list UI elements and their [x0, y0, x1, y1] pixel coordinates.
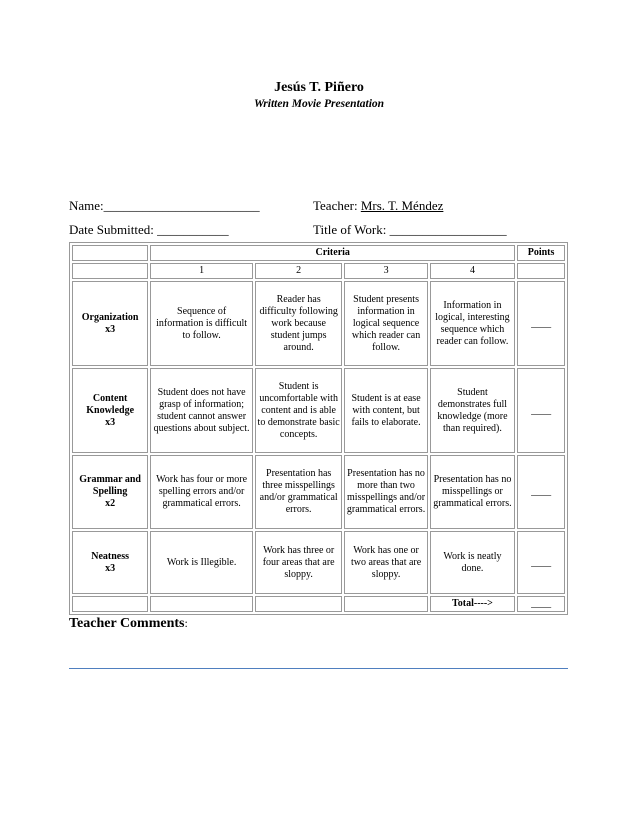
- category-cell: [72, 281, 148, 366]
- criteria-cell: Presentation has no more than two misspellings and/or grammatical errors.: [344, 455, 427, 529]
- category-weight: x3: [105, 416, 116, 428]
- criteria-cell: Work has three or four areas that are sloppy.: [255, 531, 342, 594]
- title-of-work-field[interactable]: [313, 222, 507, 238]
- table-row-grammar-spelling: [72, 455, 565, 529]
- criteria-cell: Work has four or more spelling errors and/or grammatical errors.: [150, 455, 253, 529]
- criteria-cell: Presentation has no misspellings or grammatical errors.: [430, 455, 515, 529]
- category-name-line2: Knowledge: [86, 404, 135, 416]
- criteria-cell: Work is Illegible.: [150, 531, 253, 594]
- title-of-work-label: Title of Work:: [313, 222, 387, 237]
- total-blank-cell: [344, 596, 427, 612]
- total-blank-cell: [72, 596, 148, 612]
- comments-divider-line: [69, 668, 568, 669]
- criteria-cell: Student is uncomfortable with content and is able to demonstrate basic concepts.: [255, 368, 342, 453]
- category-name: Content: [92, 392, 128, 404]
- category-weight: x2: [105, 498, 116, 509]
- rubric-table: [69, 242, 568, 615]
- category-name: Grammar and: [79, 474, 141, 485]
- date-label: Date Submitted:: [69, 222, 154, 237]
- header-blank-cell: [72, 245, 148, 261]
- teacher-comments-heading: [69, 616, 188, 632]
- teacher-comments-colon: :: [184, 616, 188, 630]
- teacher-field: [313, 198, 443, 214]
- category-name-line2: Spelling: [92, 486, 128, 497]
- criteria-cell: Work has one or two areas that are sloppy.: [344, 531, 427, 594]
- name-blank[interactable]: ________________________: [103, 198, 260, 213]
- total-blank-cell: [255, 596, 342, 612]
- criteria-cell: Work is neatly done.: [430, 531, 515, 594]
- category-name: Neatness: [91, 550, 130, 562]
- criteria-cell: Student demonstrates full knowledge (more than required).: [430, 368, 515, 453]
- points-blank[interactable]: ____: [517, 281, 565, 366]
- score-level-2: 2: [255, 263, 342, 279]
- points-header: Points: [517, 245, 565, 261]
- criteria-cell: Reader has difficulty following work because student jumps around.: [255, 281, 342, 366]
- category-cell: [72, 368, 148, 453]
- name-field[interactable]: [69, 198, 260, 214]
- points-blank[interactable]: ____: [517, 455, 565, 529]
- category-cell: [72, 455, 148, 529]
- criteria-cell: Information in logical, interesting sequence which reader can follow.: [430, 281, 515, 366]
- category-cell: [72, 531, 148, 594]
- category-weight: x3: [105, 562, 116, 574]
- table-row-neatness: [72, 531, 565, 594]
- table-row-organization: [72, 281, 565, 366]
- table-row-content-knowledge: [72, 368, 565, 453]
- criteria-cell: Sequence of information is difficult to follow.: [150, 281, 253, 366]
- total-points-blank[interactable]: ____: [517, 596, 565, 612]
- page-subtitle: Written Movie Presentation: [253, 98, 385, 110]
- level-points-blank: [517, 263, 565, 279]
- score-level-4: 4: [430, 263, 515, 279]
- score-level-1: 1: [150, 263, 253, 279]
- total-row: [72, 596, 565, 612]
- score-level-row: [72, 263, 565, 279]
- level-blank-cell: [72, 263, 148, 279]
- name-label: Name:: [69, 198, 104, 213]
- category-name: Organization: [81, 311, 139, 323]
- total-label: Total---->: [430, 596, 515, 612]
- date-submitted-field[interactable]: [69, 222, 229, 238]
- teacher-comments-label: Teacher Comments: [69, 616, 185, 631]
- criteria-cell: Presentation has three misspellings and/or grammatical errors.: [255, 455, 342, 529]
- points-blank[interactable]: ____: [517, 531, 565, 594]
- category-weight: x3: [105, 323, 116, 335]
- table-header-row: [72, 245, 565, 261]
- total-blank-cell: [150, 596, 253, 612]
- title-of-work-blank[interactable]: __________________: [389, 222, 507, 237]
- criteria-cell: Student does not have grasp of information; student cannot answer questions about subject.: [150, 368, 253, 453]
- score-level-3: 3: [344, 263, 427, 279]
- criteria-cell: Student is at ease with content, but fails to elaborate.: [344, 368, 427, 453]
- criteria-header: Criteria: [150, 245, 515, 261]
- criteria-cell: Student presents information in logical sequence which reader can follow.: [344, 281, 427, 366]
- page-title: Jesús T. Piñero: [274, 80, 364, 95]
- teacher-value: Mrs. T. Méndez: [360, 198, 444, 213]
- points-blank[interactable]: ____: [517, 368, 565, 453]
- date-blank[interactable]: ___________: [157, 222, 229, 237]
- teacher-label: Teacher:: [313, 198, 358, 213]
